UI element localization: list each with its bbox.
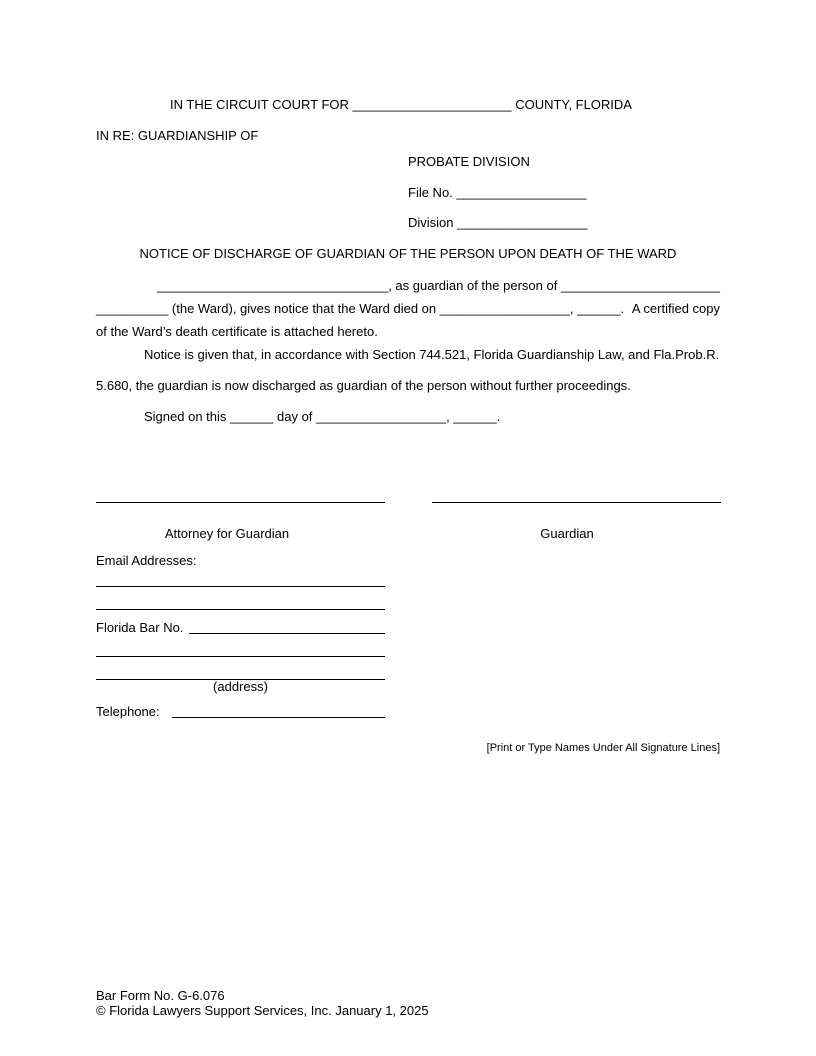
body-line-notice: Notice is given that, in accordance with Section 744.521, Florida Guardianship Law, and Fla.Prob.R. [144,347,720,362]
signed-date-line: Signed on this ______ day of __________________, ______. [144,409,501,424]
copyright-notice: © Florida Lawyers Support Services, Inc. January 1, 2025 [96,1003,429,1018]
email-line-1[interactable] [96,586,385,587]
guardian-signature-line[interactable] [432,502,721,503]
address-line-1[interactable] [96,656,385,657]
bar-number-label: Florida Bar No. [96,620,184,635]
body-line-ward-death: __________ (the Ward), gives notice that the Ward died on __________________, ______. [96,301,625,316]
court-heading [170,97,632,112]
address-label: (address) [213,679,268,694]
court-suffix: COUNTY, FLORIDA [515,97,632,112]
probate-division: PROBATE DIVISION [408,154,530,169]
attorney-signature-line[interactable] [96,502,385,503]
court-prefix: IN THE CIRCUIT COURT FOR [170,97,349,112]
in-re-label: IN RE: GUARDIANSHIP OF [96,128,259,143]
file-number-field[interactable]: File No. __________________ [408,185,587,200]
body-line-guardian: ________________________________, as guardian of the person of ______________________ [156,278,720,293]
email-line-2[interactable] [96,609,385,610]
county-blank[interactable]: ______________________ [352,97,512,112]
signature-note: [Print or Type Names Under All Signature Lines] [486,742,720,754]
bar-form-number: Bar Form No. G-6.076 [96,988,225,1003]
email-label: Email Addresses: [96,553,197,568]
division-field[interactable]: Division __________________ [408,215,588,230]
body-line-attached: of the Ward’s death certificate is attached hereto. [96,324,378,339]
bar-number-line[interactable] [189,633,385,634]
guardian-label: Guardian [540,526,594,541]
body-line-discharged: 5.680, the guardian is now discharged as guardian of the person without further proceedings. [96,378,631,393]
attorney-label: Attorney for Guardian [164,526,290,541]
telephone-line[interactable] [172,717,385,718]
document-title: NOTICE OF DISCHARGE OF GUARDIAN OF THE PERSON UPON DEATH OF THE WARD [139,246,677,261]
body-line-certified-copy: A certified copy [631,301,720,316]
telephone-label: Telephone: [96,704,160,719]
